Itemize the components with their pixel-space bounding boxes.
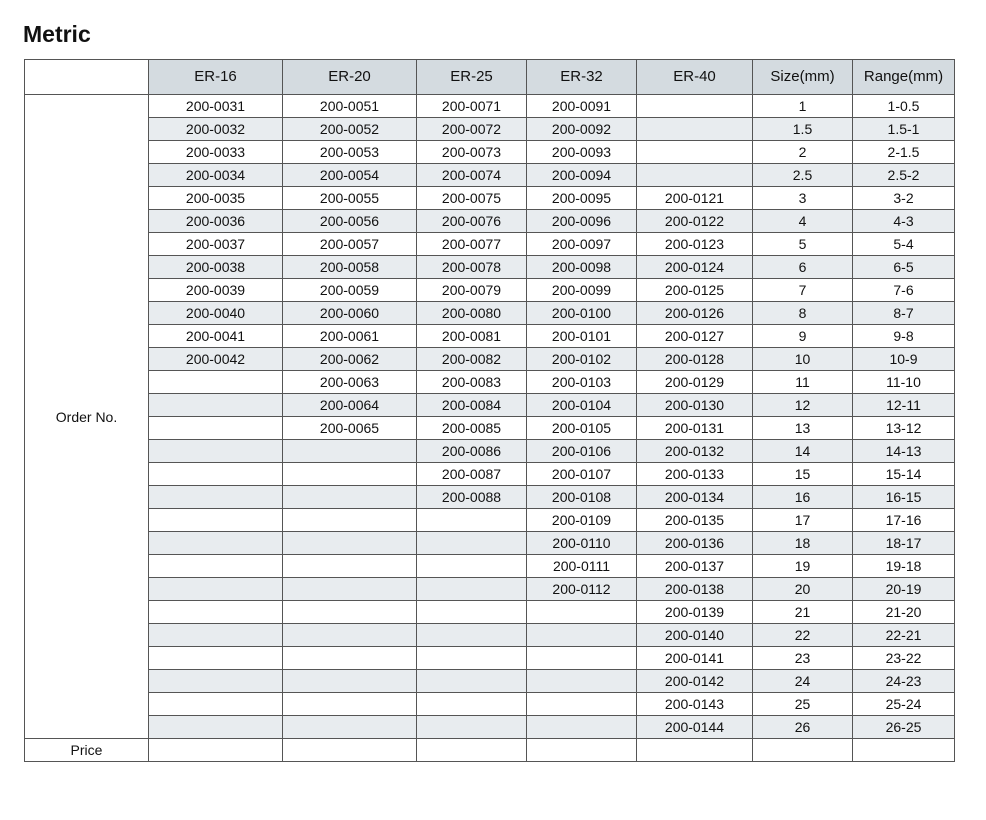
table-cell: 200-0131: [637, 417, 753, 440]
table-cell: 200-0078: [417, 256, 527, 279]
table-row: [25, 348, 955, 371]
header-size: Size(mm): [753, 60, 853, 95]
table-cell: [417, 601, 527, 624]
price-cell: [527, 739, 637, 762]
table-row: [25, 670, 955, 693]
header-range: Range(mm): [853, 60, 955, 95]
price-cell: [853, 739, 955, 762]
table-cell: 200-0110: [527, 532, 637, 555]
table-cell: 200-0122: [637, 210, 753, 233]
table-cell: 14: [753, 440, 853, 463]
table-cell: [527, 624, 637, 647]
table-cell: 200-0138: [637, 578, 753, 601]
table-cell: 19-18: [853, 555, 955, 578]
table-cell: 200-0091: [527, 95, 637, 118]
table-cell: 24: [753, 670, 853, 693]
table-row: [25, 394, 955, 417]
table-cell: 200-0071: [417, 95, 527, 118]
table-cell: 200-0108: [527, 486, 637, 509]
table-row: [25, 486, 955, 509]
table-cell: 24-23: [853, 670, 955, 693]
table-cell: 16: [753, 486, 853, 509]
table-row: [25, 141, 955, 164]
table-cell: 13-12: [853, 417, 955, 440]
table-cell: [283, 578, 417, 601]
table-cell: 200-0035: [149, 187, 283, 210]
table-cell: 200-0130: [637, 394, 753, 417]
price-cell: [149, 739, 283, 762]
table-cell: [149, 509, 283, 532]
table-cell: 200-0052: [283, 118, 417, 141]
table-cell: 200-0075: [417, 187, 527, 210]
table-cell: 22-21: [853, 624, 955, 647]
table-cell: 200-0111: [527, 555, 637, 578]
table-cell: 23-22: [853, 647, 955, 670]
table-row: [25, 302, 955, 325]
table-cell: [149, 555, 283, 578]
header-er25: ER-25: [417, 60, 527, 95]
table-cell: 200-0083: [417, 371, 527, 394]
table-cell: [149, 532, 283, 555]
table-row: [25, 233, 955, 256]
table-cell: 200-0086: [417, 440, 527, 463]
table-cell: 200-0074: [417, 164, 527, 187]
table-cell: 4-3: [853, 210, 955, 233]
table-cell: [149, 624, 283, 647]
table-cell: 12: [753, 394, 853, 417]
table-cell: 8-7: [853, 302, 955, 325]
table-cell: 7-6: [853, 279, 955, 302]
table-cell: [637, 95, 753, 118]
table-cell: 9: [753, 325, 853, 348]
table-cell: 5-4: [853, 233, 955, 256]
table-cell: 200-0042: [149, 348, 283, 371]
table-cell: 21: [753, 601, 853, 624]
table-cell: 2.5-2: [853, 164, 955, 187]
order-no-label: Order No.: [25, 95, 149, 739]
table-cell: 200-0064: [283, 394, 417, 417]
table-cell: 200-0034: [149, 164, 283, 187]
table-row: [25, 210, 955, 233]
table-row: [25, 578, 955, 601]
table-row: [25, 532, 955, 555]
table-row: [25, 95, 955, 118]
table-cell: 200-0095: [527, 187, 637, 210]
table-row: [25, 256, 955, 279]
table-row: [25, 417, 955, 440]
table-cell: 4: [753, 210, 853, 233]
table-cell: [637, 141, 753, 164]
table-cell: 9-8: [853, 325, 955, 348]
header-er32: ER-32: [527, 60, 637, 95]
table-cell: 200-0037: [149, 233, 283, 256]
table-cell: [283, 647, 417, 670]
table-cell: 200-0073: [417, 141, 527, 164]
table-cell: 18-17: [853, 532, 955, 555]
table-cell: 200-0056: [283, 210, 417, 233]
price-cell: [753, 739, 853, 762]
table-cell: 2-1.5: [853, 141, 955, 164]
table-cell: 200-0061: [283, 325, 417, 348]
table-cell: 11-10: [853, 371, 955, 394]
table-cell: [149, 601, 283, 624]
table-cell: 1-0.5: [853, 95, 955, 118]
table-cell: [527, 601, 637, 624]
table-cell: 200-0129: [637, 371, 753, 394]
table-row: [25, 187, 955, 210]
table-cell: 200-0097: [527, 233, 637, 256]
table-cell: [417, 509, 527, 532]
table-body: [25, 95, 955, 762]
table-cell: 17-16: [853, 509, 955, 532]
table-cell: [527, 716, 637, 739]
table-cell: [637, 118, 753, 141]
table-cell: 200-0133: [637, 463, 753, 486]
table-cell: 7: [753, 279, 853, 302]
table-cell: 5: [753, 233, 853, 256]
table-cell: 14-13: [853, 440, 955, 463]
table-row: [25, 325, 955, 348]
table-cell: 200-0057: [283, 233, 417, 256]
table-cell: 25: [753, 693, 853, 716]
table-cell: 18: [753, 532, 853, 555]
table-cell: 200-0063: [283, 371, 417, 394]
table-cell: 200-0081: [417, 325, 527, 348]
table-cell: 200-0055: [283, 187, 417, 210]
table-cell: 200-0126: [637, 302, 753, 325]
price-cell: [637, 739, 753, 762]
table-cell: 200-0102: [527, 348, 637, 371]
table-cell: [149, 693, 283, 716]
table-cell: 200-0033: [149, 141, 283, 164]
table-row: [25, 624, 955, 647]
table-cell: 200-0105: [527, 417, 637, 440]
table-cell: [283, 509, 417, 532]
header-er40: ER-40: [637, 60, 753, 95]
table-cell: [149, 440, 283, 463]
table-cell: 13: [753, 417, 853, 440]
table-cell: 200-0123: [637, 233, 753, 256]
metric-order-table: [24, 59, 955, 762]
table-row: [25, 716, 955, 739]
table-cell: 200-0093: [527, 141, 637, 164]
table-cell: [283, 693, 417, 716]
table-cell: [149, 647, 283, 670]
table-cell: 200-0041: [149, 325, 283, 348]
table-cell: 12-11: [853, 394, 955, 417]
table-cell: 3-2: [853, 187, 955, 210]
table-cell: 200-0109: [527, 509, 637, 532]
table-cell: [417, 532, 527, 555]
table-cell: [417, 693, 527, 716]
table-cell: 200-0079: [417, 279, 527, 302]
table-cell: [527, 670, 637, 693]
table-cell: 10: [753, 348, 853, 371]
table-cell: 20: [753, 578, 853, 601]
table-cell: [637, 164, 753, 187]
table-cell: 200-0051: [283, 95, 417, 118]
table-cell: [527, 647, 637, 670]
table-cell: 200-0141: [637, 647, 753, 670]
table-cell: 200-0132: [637, 440, 753, 463]
price-label: Price: [25, 739, 149, 762]
table-cell: 200-0137: [637, 555, 753, 578]
table-cell: 6-5: [853, 256, 955, 279]
table-cell: 200-0100: [527, 302, 637, 325]
table-row: [25, 647, 955, 670]
table-cell: [283, 716, 417, 739]
table-cell: [283, 670, 417, 693]
table-cell: [417, 624, 527, 647]
table-cell: 17: [753, 509, 853, 532]
table-cell: 200-0094: [527, 164, 637, 187]
table-cell: 200-0143: [637, 693, 753, 716]
table-cell: 200-0036: [149, 210, 283, 233]
table-cell: [283, 440, 417, 463]
price-cell: [283, 739, 417, 762]
table-row: [25, 601, 955, 624]
table-cell: 200-0085: [417, 417, 527, 440]
table-cell: 2.5: [753, 164, 853, 187]
table-cell: 200-0060: [283, 302, 417, 325]
table-cell: 22: [753, 624, 853, 647]
table-cell: 200-0096: [527, 210, 637, 233]
table-cell: [149, 486, 283, 509]
table-cell: 10-9: [853, 348, 955, 371]
table-cell: [283, 624, 417, 647]
table-cell: 16-15: [853, 486, 955, 509]
table-cell: 200-0124: [637, 256, 753, 279]
table-cell: 23: [753, 647, 853, 670]
table-cell: 200-0128: [637, 348, 753, 371]
page-title: Metric: [23, 21, 91, 47]
table-row: [25, 164, 955, 187]
table-cell: 200-0107: [527, 463, 637, 486]
corner-cell: [25, 60, 149, 95]
table-cell: [417, 578, 527, 601]
header-row: [25, 60, 955, 95]
table-cell: 26-25: [853, 716, 955, 739]
table-row: [25, 555, 955, 578]
table-cell: 200-0106: [527, 440, 637, 463]
table-cell: 200-0092: [527, 118, 637, 141]
table-row: [25, 371, 955, 394]
table-cell: [149, 417, 283, 440]
table-row: [25, 118, 955, 141]
table-cell: [283, 532, 417, 555]
table-cell: 200-0140: [637, 624, 753, 647]
table-cell: 25-24: [853, 693, 955, 716]
table-cell: 200-0065: [283, 417, 417, 440]
table-cell: 11: [753, 371, 853, 394]
table-cell: 200-0031: [149, 95, 283, 118]
table-cell: 200-0062: [283, 348, 417, 371]
table-cell: 15: [753, 463, 853, 486]
table-cell: 200-0059: [283, 279, 417, 302]
price-row: [25, 739, 955, 762]
table-row: [25, 509, 955, 532]
table-cell: 8: [753, 302, 853, 325]
table-row: [25, 279, 955, 302]
table-cell: 200-0125: [637, 279, 753, 302]
table-cell: [149, 394, 283, 417]
table-cell: 200-0103: [527, 371, 637, 394]
table-cell: 200-0084: [417, 394, 527, 417]
table-cell: 200-0088: [417, 486, 527, 509]
table-cell: 2: [753, 141, 853, 164]
table-cell: [149, 371, 283, 394]
table-cell: 200-0072: [417, 118, 527, 141]
table-cell: 1.5: [753, 118, 853, 141]
price-cell: [417, 739, 527, 762]
table-cell: 200-0112: [527, 578, 637, 601]
table-cell: [283, 601, 417, 624]
table-cell: 200-0098: [527, 256, 637, 279]
table-cell: 200-0082: [417, 348, 527, 371]
table-cell: 200-0077: [417, 233, 527, 256]
table-cell: [417, 716, 527, 739]
table-row: [25, 463, 955, 486]
table-cell: 200-0104: [527, 394, 637, 417]
table-cell: [527, 693, 637, 716]
table-cell: 1: [753, 95, 853, 118]
table-cell: [283, 486, 417, 509]
table-cell: 15-14: [853, 463, 955, 486]
table-cell: 1.5-1: [853, 118, 955, 141]
table-cell: 200-0144: [637, 716, 753, 739]
header-er20: ER-20: [283, 60, 417, 95]
table-cell: 200-0135: [637, 509, 753, 532]
table-cell: 200-0136: [637, 532, 753, 555]
table-cell: [149, 578, 283, 601]
table-cell: 200-0054: [283, 164, 417, 187]
table-cell: 200-0080: [417, 302, 527, 325]
table-cell: [149, 716, 283, 739]
table-cell: 200-0040: [149, 302, 283, 325]
table-cell: 3: [753, 187, 853, 210]
table-cell: 200-0053: [283, 141, 417, 164]
table-cell: 200-0039: [149, 279, 283, 302]
table-cell: 200-0076: [417, 210, 527, 233]
table-cell: 200-0121: [637, 187, 753, 210]
table-cell: 200-0038: [149, 256, 283, 279]
table-cell: [149, 463, 283, 486]
table-cell: [149, 670, 283, 693]
table-row: [25, 440, 955, 463]
table-cell: 200-0101: [527, 325, 637, 348]
table-cell: 200-0127: [637, 325, 753, 348]
table-row: [25, 693, 955, 716]
table-cell: 26: [753, 716, 853, 739]
table-cell: 200-0099: [527, 279, 637, 302]
table-cell: [417, 555, 527, 578]
table-cell: 21-20: [853, 601, 955, 624]
table-cell: 6: [753, 256, 853, 279]
table-cell: 20-19: [853, 578, 955, 601]
table-cell: 200-0139: [637, 601, 753, 624]
table-cell: 200-0134: [637, 486, 753, 509]
table-cell: 200-0032: [149, 118, 283, 141]
table-cell: [417, 670, 527, 693]
header-er16: ER-16: [149, 60, 283, 95]
table-cell: 19: [753, 555, 853, 578]
table-cell: [283, 555, 417, 578]
table-cell: [283, 463, 417, 486]
table-cell: [417, 647, 527, 670]
table-cell: 200-0142: [637, 670, 753, 693]
table-cell: 200-0087: [417, 463, 527, 486]
table-cell: 200-0058: [283, 256, 417, 279]
